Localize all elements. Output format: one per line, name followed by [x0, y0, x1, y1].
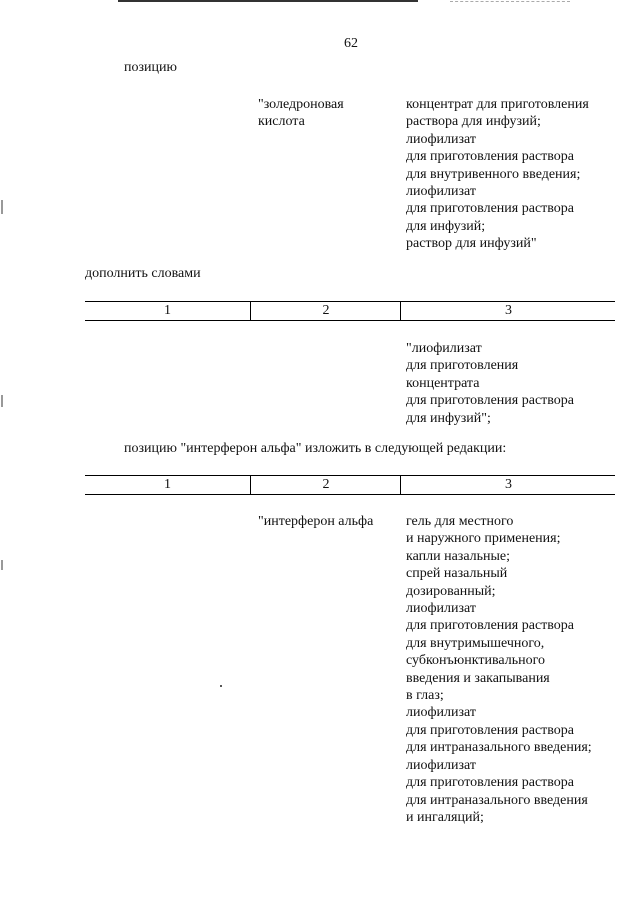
top-edge-line: [118, 0, 418, 2]
dosage-form-line: для интраназального введения: [406, 792, 588, 808]
column-number-1: 1: [164, 303, 171, 318]
margin-mark: [1, 560, 3, 570]
dosage-form-line: для инфузий;: [406, 218, 486, 234]
drug-name-line: кислота: [258, 114, 305, 130]
dosage-form-line: субконъюнктивального: [406, 653, 545, 669]
dosage-form-line: раствора для инфузий;: [406, 114, 541, 130]
dosage-form-line: лиофилизат: [406, 131, 477, 147]
margin-mark: [1, 200, 3, 214]
dosage-form-line: для приготовления раствора: [406, 618, 574, 634]
dosage-form-line: дозированный;: [406, 583, 496, 599]
dosage-form-line: для внутривенного введения;: [406, 166, 581, 182]
dosage-form-line: лиофилизат: [406, 184, 477, 200]
top-edge-faint-line: [450, 1, 570, 2]
drug-name-zoledronic: [258, 96, 344, 131]
drug-name-line: "золедроновая: [258, 97, 344, 112]
dosage-form-line: для интраназального введения;: [406, 740, 592, 756]
drug-name-interferon: [258, 513, 373, 530]
dosage-form-line: для приготовления раствора: [406, 201, 574, 217]
dosage-form-line: гель для местного: [406, 514, 514, 529]
dosage-form-line: спрей назальный: [406, 566, 508, 582]
dosage-form-line: раствор для инфузий": [406, 236, 537, 252]
dosage-form-line: и наружного применения;: [406, 531, 561, 547]
dosage-form-line: для приготовления раствора: [406, 149, 574, 165]
dosage-forms-interferon: [406, 513, 592, 826]
table-header-1: [85, 301, 615, 321]
dosage-form-line: капли назальные;: [406, 548, 511, 564]
table-header-2: [85, 475, 615, 495]
column-number-2: 2: [250, 476, 401, 494]
dosage-form-line: концентрата: [406, 375, 480, 391]
dosage-forms-zoledronic: [406, 96, 589, 253]
margin-mark: [1, 395, 3, 407]
dosage-form-line: введения и закапывания: [406, 670, 550, 686]
dosage-form-line: лиофилизат: [406, 705, 477, 721]
dosage-form-line: для внутримышечного,: [406, 635, 545, 651]
column-number-3: 3: [400, 476, 616, 494]
dosage-form-line: для приготовления раствора: [406, 722, 574, 738]
column-number-1: 1: [164, 477, 171, 492]
dosage-form-line: лиофилизат: [406, 757, 477, 773]
dosage-form-line: для инфузий";: [406, 410, 491, 426]
dosage-form-line: "лиофилизат: [406, 341, 482, 356]
column-number-3: 3: [400, 302, 616, 320]
dosage-form-line: для приготовления: [406, 358, 519, 374]
supplement-instruction: дополнить словами: [85, 266, 201, 281]
added-dosage-forms: [406, 340, 574, 427]
intro-position-label: позицию: [124, 60, 177, 75]
page-number: 62: [344, 36, 358, 51]
dosage-form-line: концентрат для приготовления: [406, 97, 589, 112]
interferon-instruction: позицию "интерферон альфа" изложить в следующей редакции:: [124, 441, 507, 456]
stray-ink-dot: [220, 685, 222, 687]
dosage-form-line: лиофилизат: [406, 601, 477, 617]
dosage-form-line: и ингаляций;: [406, 809, 484, 825]
drug-name-line: "интерферон альфа: [258, 514, 374, 529]
dosage-form-line: для приготовления раствора: [406, 393, 574, 409]
column-number-2: 2: [250, 302, 401, 320]
dosage-form-line: в глаз;: [406, 688, 444, 704]
dosage-form-line: для приготовления раствора: [406, 775, 574, 791]
